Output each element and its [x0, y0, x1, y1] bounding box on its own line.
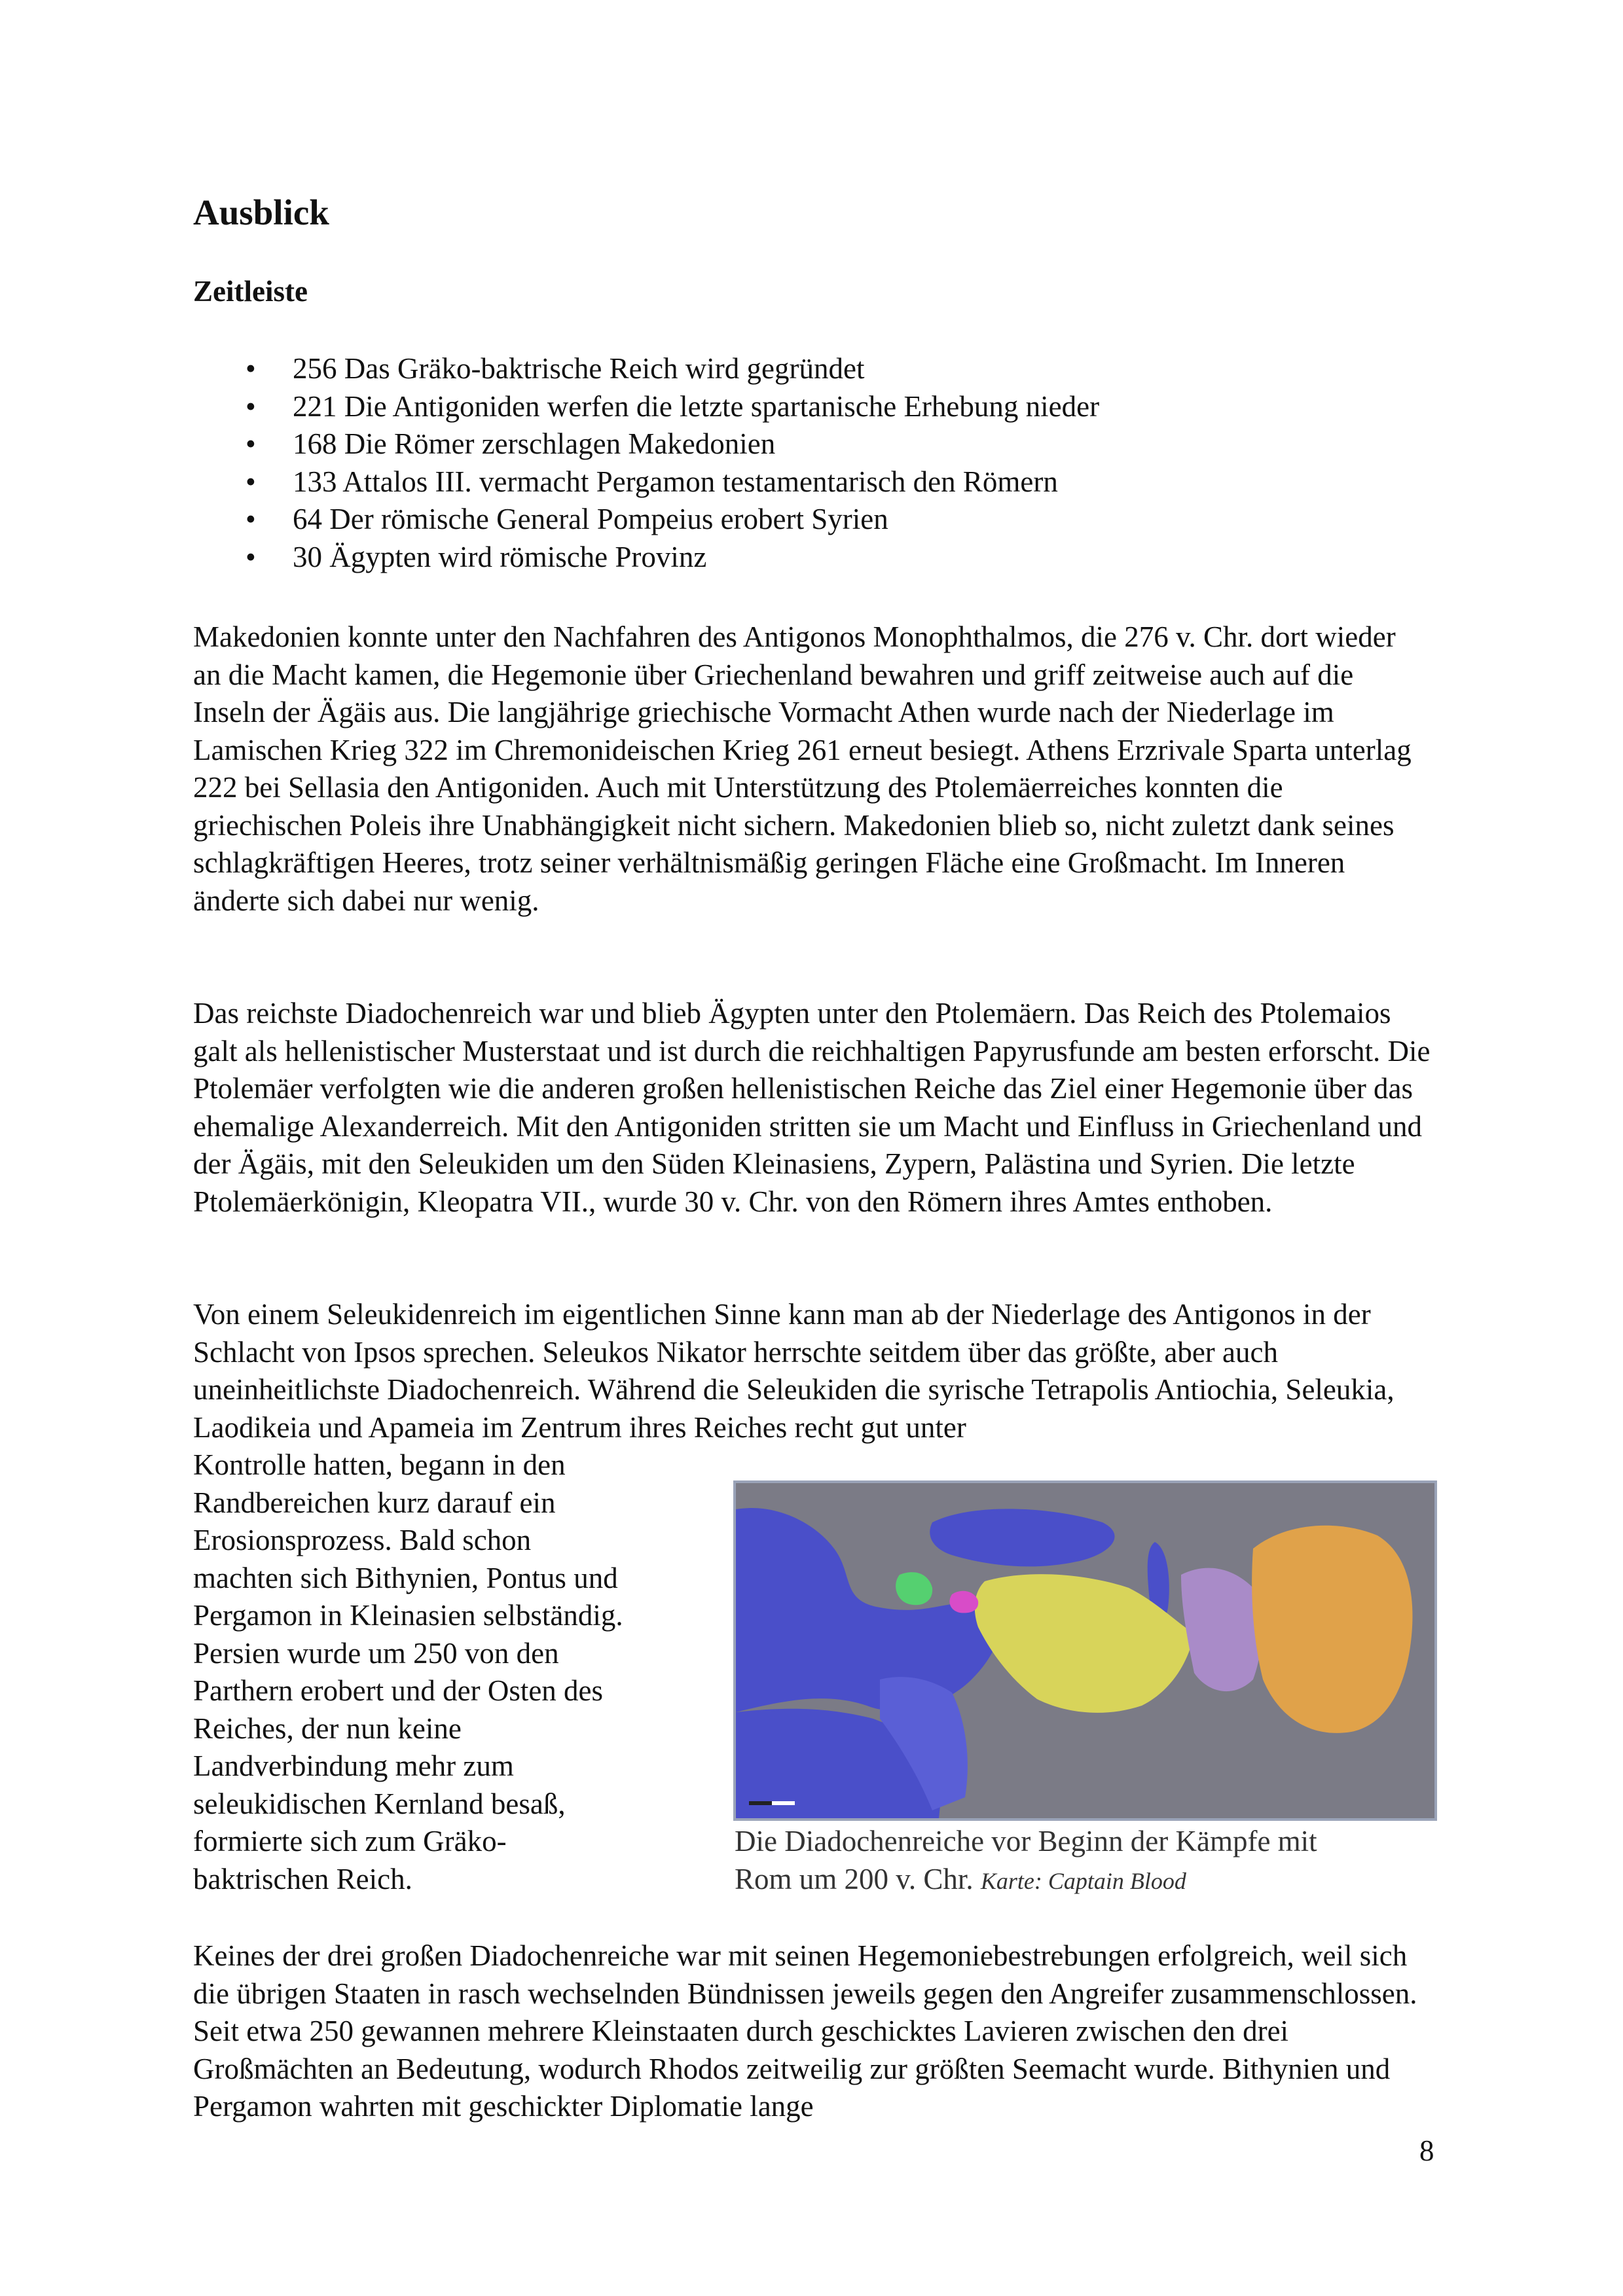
- bullet-icon: •: [246, 540, 256, 573]
- paragraph-erosion: Kontrolle hatten, begann in den Randbereichen kurz darauf ein Erosionsprozess. Bald schon machten sich Bithynien, Pontus und Pergamon in Kleinasien selbständig. Persien wurde um 250 von den Parthern erobert und der Osten des Reiches, der nun keine Landverbindung mehr zum seleukidischen Kernland besaß, formierte sich zum Gräko- baktrischen Reich.: [193, 1448, 623, 1895]
- figure-credit: Karte: Captain Blood: [980, 1867, 1186, 1894]
- caption-line-2: Rom um 200 v. Chr.: [735, 1862, 974, 1895]
- figure-caption: [735, 1823, 1455, 1900]
- subsection-heading: Zeitleiste: [193, 275, 308, 308]
- bullet-icon: •: [246, 503, 256, 535]
- paragraph-hegemonie: Keines der drei großen Diadochenreiche war mit seinen Hegemoniebestrebungen erfolgreich, weil sich die übrigen Staaten in rasch wechselnden Bündnissen jeweils gegen den Angreifer zusammenschlossen. Seit etwa 250 gewannen mehrere Kleinstaaten durch geschicktes Lavieren zwischen den drei Großmächten an Bedeutung, wodurch Rhodos zeitweilig zur größten Seemacht wurde. Bithynien und Pergamon wahrten mit geschickter Diplomatie lange: [193, 1939, 1417, 2123]
- bullet-icon: •: [246, 352, 256, 385]
- paragraph-aegypten: Das reichste Diadochenreich war und blieb Ägypten unter den Ptolemäern. Das Reich des Ptolemaios galt als hellenistischer Musterstaat und ist durch die reichhaltigen Papyrusfunde am besten erforscht. Die Ptolemäer verfolgten wie die anderen großen hellenistischen Reiche das Ziel einer Hegemonie über das ehemalige Alexanderreich. Mit den Antigoniden stritten sie um Macht und Einfluss in Griechenland und der Ägäis, mit den Seleukiden um den Süden Kleinasiens, Zypern, Palästina und Syrien. Die letzte Ptolemäerkönigin, Kleopatra VII., wurde 30 v. Chr. von den Römern ihres Amtes enthoben.: [193, 997, 1431, 1218]
- paragraph-seleukiden: Von einem Seleukidenreich im eigentlichen Sinne kann man ab der Niederlage des Antigonos in der Schlacht von Ipsos sprechen. Seleukos Nikator herrschte seitdem über das größte, aber auch uneinheitlichste Diadochenreich. Während die Seleukiden die syrische Tetrapolis Antiochia, Seleukia, Laodikeia und Apameia im Zentrum ihres Reiches recht gut unter: [193, 1298, 1395, 1444]
- timeline-item: • 64 Der römische General Pompeius erobert Syrien: [193, 501, 1431, 539]
- timeline-item: • 133 Attalos III. vermacht Pergamon testamentarisch den Römern: [193, 463, 1431, 501]
- map-graphic: [736, 1483, 1434, 1818]
- timeline-item: • 256 Das Gräko-baktrische Reich wird gegründet: [193, 350, 1431, 388]
- section-heading: Ausblick: [193, 192, 329, 232]
- bullet-icon: •: [246, 389, 256, 423]
- timeline-item: • 221 Die Antigoniden werfen die letzte spartanische Erhebung nieder: [193, 388, 1431, 426]
- diadochi-map-image: [733, 1480, 1437, 1821]
- timeline-item: • 30 Ägypten wird römische Provinz: [193, 539, 1431, 577]
- caption-line-1: Die Diadochenreiche vor Beginn der Kämpfe mit: [735, 1825, 1317, 1857]
- timeline-list: [193, 350, 1431, 576]
- bullet-icon: •: [246, 465, 256, 498]
- bullet-icon: •: [246, 427, 256, 460]
- timeline-item: • 168 Die Römer zerschlagen Makedonien: [193, 425, 1431, 463]
- page-number: 8: [1419, 2134, 1434, 2167]
- paragraph-makedonien: Makedonien konnte unter den Nachfahren des Antigonos Monophthalmos, die 276 v. Chr. dort wieder an die Macht kamen, die Hegemonie über Griechenland bewahren und griff zeitweise auch auf die Inseln der Ägäis aus. Die langjährige griechische Vormacht Athen wurde nach der Niederlage im Lamischen Krieg 322 im Chremonideischen Krieg 261 erneut besiegt. Athens Erzrivale Sparta unterlag 222 bei Sellasia den Antigoniden. Auch mit Unterstützung des Ptolemäerreiches konnten die griechischen Poleis ihre Unabhängigkeit nicht sichern. Makedonien blieb so, nicht zuletzt dank seines schlagkräftigen Heeres, trotz seiner verhältnismäßig geringen Fläche eine Großmacht. Im Inneren änderte sich dabei nur wenig.: [193, 620, 1412, 917]
